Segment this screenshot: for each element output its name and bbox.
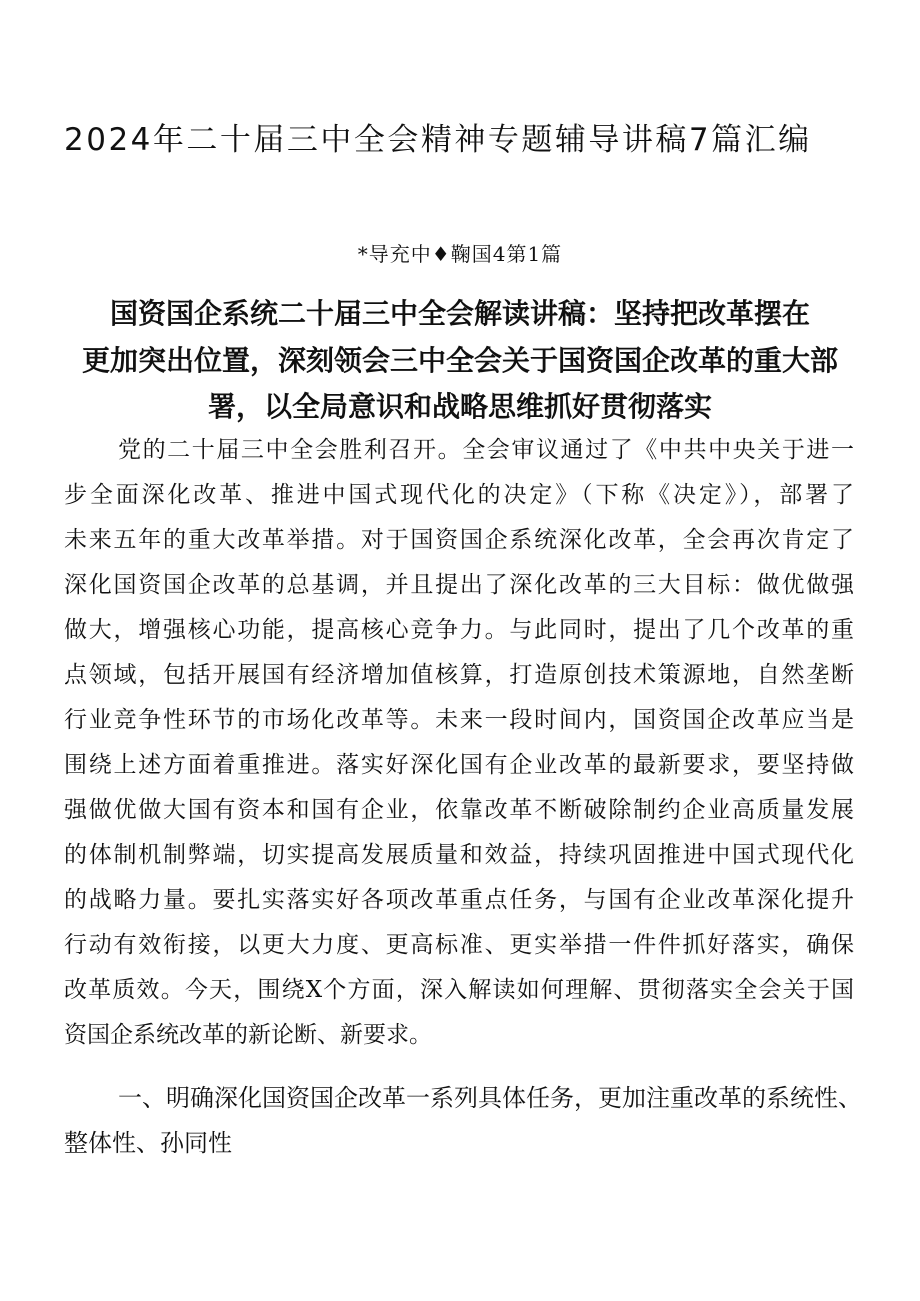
paragraph-line: 深化国资国企改革的总基调，并且提出了深化改革的三大目标：做优做强 xyxy=(64,572,854,598)
paragraph-line: 行动有效衔接，以更大力度、更高标准、更实举措一件件抓好落实，确保 xyxy=(64,932,854,958)
paragraph-line: 的战略力量。要扎实落实好各项改革重点任务，与国有企业改革深化提升 xyxy=(64,887,854,913)
document-title: 2024年二十届三中全会精神专题辅导讲稿7篇汇编 xyxy=(64,122,812,158)
heading-line: 整体性、孙同性 xyxy=(64,1129,232,1157)
paragraph-line: 资国企系统改革的新论断、新要求。 xyxy=(64,1022,432,1048)
paragraph-line: 做大，增强核心功能，提高核心竞争力。与此同时，提出了几个改革的重 xyxy=(64,617,854,643)
paragraph-line: 党的二十届三中全会胜利召开。全会审议通过了《中共中央关于进一 xyxy=(118,437,854,463)
section-title-line: 国资国企系统二十届三中全会解读讲稿：坚持把改革摆在 xyxy=(109,297,810,330)
section-title-line: 署，以全局意识和战略思维抓好贯彻落实 xyxy=(207,390,712,423)
paragraph-line: 围绕上述方面着重推进。落实好深化国有企业改革的最新要求，要坚持做 xyxy=(64,752,854,778)
paragraph-line: 的体制机制弊端，切实提高发展质量和效益，持续巩固推进中国式现代化 xyxy=(64,842,854,868)
paragraph-line: 未来五年的重大改革举措。对于国资国企系统深化改革，全会再次肯定了 xyxy=(64,527,854,553)
paragraph-line: 改革质效。今天，围绕X个方面，深入解读如何理解、贯彻落实全会关于国 xyxy=(64,977,854,1003)
paragraph-line: 步全面深化改革、推进中国式现代化的决定》（下称《决定》），部署了 xyxy=(64,482,854,508)
section-title-line: 更加突出位置，深刻领会三中全会关于国资国企改革的重大部 xyxy=(81,344,838,377)
part-label: *导充中♦鞠国4第1篇 xyxy=(357,242,563,266)
paragraph-line: 点领域，包括开展国有经济增加值核算，打造原创技术策源地，自然垄断 xyxy=(64,662,854,688)
heading-line: 一、明确深化国资国企改革一系列具体任务，更加注重改革的系统性、 xyxy=(118,1084,862,1112)
paragraph-line: 行业竞争性环节的市场化改革等。未来一段时间内，国资国企改革应当是 xyxy=(64,707,854,733)
paragraph-line: 强做优做大国有资本和国有企业，依靠改革不断破除制约企业高质量发展 xyxy=(64,797,854,823)
